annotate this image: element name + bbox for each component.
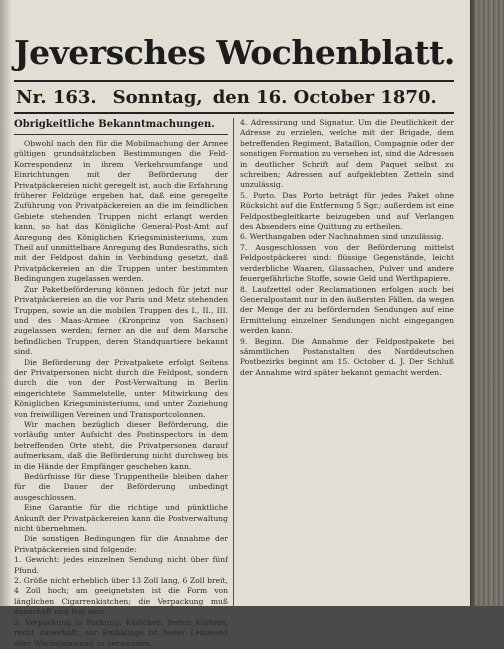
list-item: 7. Ausgeschlossen von der Beförderung mittelst Feldpostpäckerei sind: flüssige Gegenstände, leicht verderbliche Waaren, Glassachen, Pulver und andere feuergefährliche Stoffe, sowie Geld und Werthpapiere. (240, 242, 454, 284)
issue-day: Sonntag, (112, 86, 203, 108)
masthead-rule-bottom (14, 112, 454, 114)
paragraph: Die Beförderung der Privatpakete erfolgt Seitens der Privatpersonen nicht durch die Feldpost, sondern durch die von der Post-Verwaltung in Berlin eingerichtete Sammelstelle, unter Mitwirkung des Königlichen Kriegsministeriums, und unter Zuziehung von freiwilligen Vereinen und Transportcolonnen. (14, 357, 228, 419)
paragraph: Zur Paketbeförderung können jedoch für jetzt nur Privatpäckereien an die vor Paris und Metz stehenden Truppen, sowie an die mobilen Truppen des I., II., III. und des Maas-Armee (Kronprinz von Sachsen) zugelassen werden; ferner an die auf dem Marsche befindlichen Truppen, deren Standquartiere bekannt sind. (14, 284, 228, 357)
text-columns (14, 118, 454, 648)
right-column (240, 118, 454, 606)
paragraph: Obwohl nach den für die Mobilmachung der Armee gültigen grundsätzlichen Bestimmungen die Feld-Korrespondenz in ihrem Verkehrsumfange und Einrichtungen mit der Beförderung der Privatpäckereien nicht geregelt ist, auch die Erfahrung früherer Feldzüge ergeben hat, daß eine geregelte Zuführung von Privatpäckereien an die im feindlichen Gebiete stehenden Truppen nicht erlangt werden kann, so hat das Königliche General-Post-Amt auf Anregung des Königlichen Kriegsministeriums, zum Theil auf unmittelbare Anregung des Bundesraths, sich mit der Feldpost dahin in Verbindung gesetzt, daß Privatpäckereien an die Truppen unter bestimmten Bedingungen zugelassen werden. (14, 139, 228, 284)
issue-date: den 16. October 1870. (212, 86, 437, 108)
heading-underline (14, 134, 228, 135)
list-item: 3. Verpackung in Packung, Kästchen, festen Kartons, recht dauerhaft; zur Emballage ist fester Leinwand oder Wachsleinwand zu verwenden. (14, 617, 228, 648)
list-item: 4. Adressirung und Signatur. Um die Deutlichkeit der Adresse zu erzielen, welche mit der Brigade, dem betreffenden Regiment, Bataillon, Compagnie oder der sonstigen Formation zu versehen ist, sind die Adressen in deutlicher Schrift auf dem Paquet selbst zu schreiben; Adressen auf aufgeklebten Zetteln sind unzulässig. (240, 118, 454, 190)
paragraph: Eine Garantie für die richtige und pünktliche Ankunft der Privatpäckereien kann die Postverwaltung nicht übernehmen. (14, 503, 228, 534)
issue-number: Nr. 163. (16, 86, 97, 108)
list-item: 9. Beginn. Die Annahme der Feldpostpakete bei sämmtlichen Postanstalten des Norddeutschen Postbezirks beginnt am 15. October d. J. Der Schluß der Annahme wird später bekannt gemacht werden. (240, 336, 454, 377)
list-item: 8. Laufzettel oder Reclamationen erfolgen auch bei Generalpostamt nur in den äußersten Fällen, da wegen der Menge der zu befördernden Sendungen auf eine Ermittelung einzelner Sendungen nicht eingegangen werden kann. (240, 284, 454, 336)
list-item: 2. Größe nicht erheblich über 13 Zoll lang, 6 Zoll breit, 4 Zoll hoch; am geeignetsten ist die Form von länglichen Cigarrenkistchen; die Verpackung muß dauerhaft und fest sein. (14, 576, 228, 617)
list-item: 6. Werthangaben oder Nachnahmen sind unzulässig. (240, 232, 444, 242)
section-heading: Obrigkeitliche Bekanntmachungen. (14, 119, 215, 130)
column-divider (233, 118, 234, 606)
dateline (14, 84, 454, 110)
paragraph: Bedürfnisse für diese Truppentheile bleiben daher für die Dauer der Beförderung unbedingt ausgeschlossen. (14, 472, 228, 502)
paragraph: Wir machen bezüglich dieser Beförderung, die vorläufig unter Aufsicht des Postinspectors in dem betreffenden Orte steht, die Privatpersonen darauf aufmerksam, daß die Beförderung nicht durchweg bis in die Hände der Empfänger geschehen kann. (14, 419, 228, 471)
left-column (14, 118, 228, 648)
book-page-edges (470, 0, 504, 606)
masthead-title: Jeversches Wochenblatt. (14, 33, 455, 72)
paragraph: Die sonstigen Bedingungen für die Annahme der Privatpäckereien sind folgende: (14, 534, 228, 554)
list-item: 5. Porto. Das Porto beträgt für jedes Paket ohne Rücksicht auf die Entfernung 5 Sgr.; außerdem ist eine Feldpostbegleitkarte beizugeben und auf Verlangen des Absenders eine Quittung zu ertheilen. (240, 190, 454, 232)
list-item: 1. Gewicht: jedes einzelnen Sendung nicht über fünf Pfund. (14, 555, 228, 575)
masthead-rule-top (14, 80, 454, 82)
